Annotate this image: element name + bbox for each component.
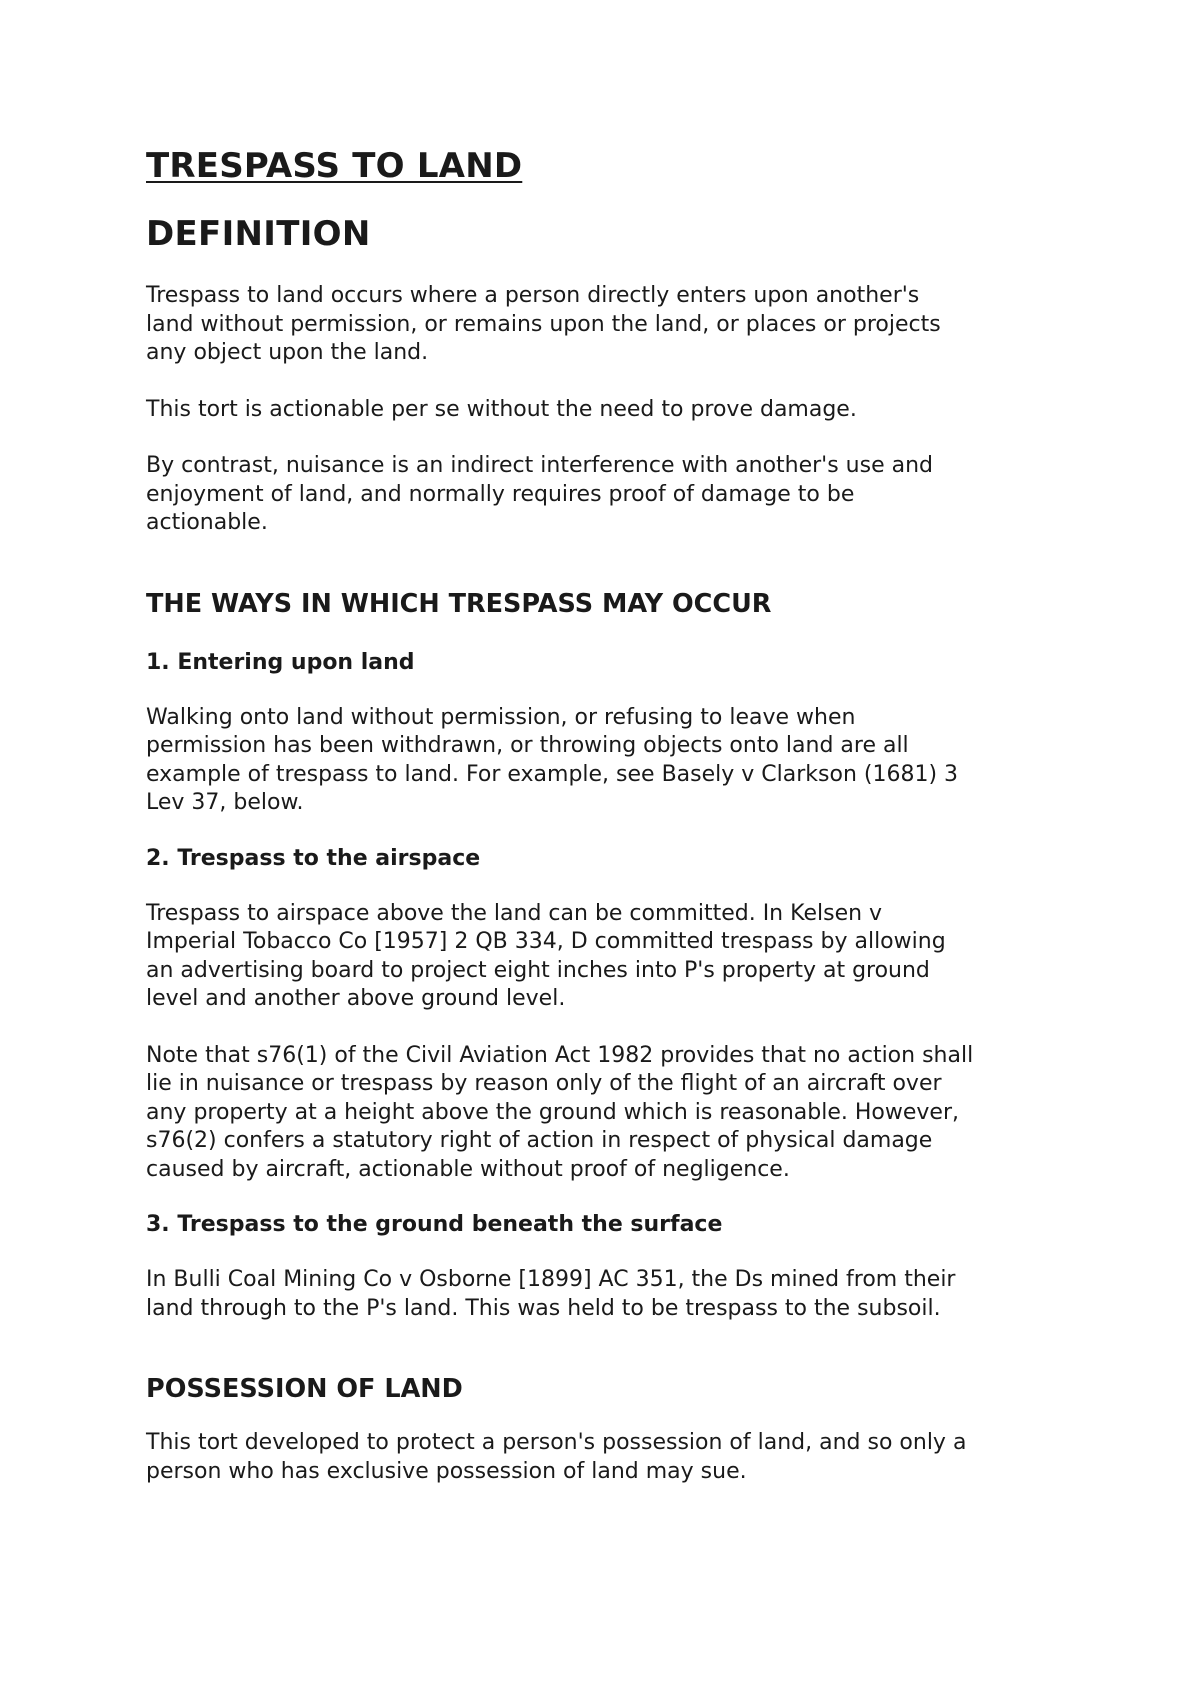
text-line: permission has been withdrawn, or throwing objects onto land are all [146,733,909,758]
text-line: land through to the P's land. This was held to be trespass to the subsoil. [146,1295,941,1321]
text-line: any object upon the land. [146,340,429,365]
text-line: lie in nuisance or trespass by reason only of the flight of an aircraft over [146,1071,942,1096]
subheading-entering-upon-land: 1. Entering upon land [146,649,415,675]
definition-paragraph-3 [146,452,1076,538]
text-line: Trespass to airspace above the land can be committed. In Kelsen v [146,900,883,926]
document-title: TRESPASS TO LAND [146,146,523,186]
text-line: This tort developed to protect a person's possession of land, and so only a [146,1430,967,1455]
airspace-paragraph-1 [146,900,1076,1014]
text-line: Trespass to land occurs where a person directly enters upon another's [146,283,920,308]
text-line: In Bulli Coal Mining Co v Osborne [1899] AC 351, the Ds mined from their [146,1267,956,1292]
text-line: an advertising board to project eight inches into P's property at ground [146,957,930,983]
heading-ways-trespass-may-occur: THE WAYS IN WHICH TRESPASS MAY OCCUR [146,588,772,619]
text-line: Imperial Tobacco Co [1957] 2 QB 334, D committed trespass by allowing [146,929,946,954]
text-line: enjoyment of land, and normally requires proof of damage to be [146,481,855,507]
text-line: actionable. [146,510,268,535]
heading-definition: DEFINITION [146,214,371,254]
text-line: Note that s76(1) of the Civil Aviation Act 1982 provides that no action shall [146,1042,974,1068]
possession-paragraph [146,1429,1076,1486]
text-line: Walking onto land without permission, or refusing to leave when [146,704,856,730]
subheading-trespass-to-airspace: 2. Trespass to the airspace [146,845,481,871]
text-line: caused by aircraft, actionable without proof of negligence. [146,1156,790,1182]
subheading-ground-beneath-surface: 3. Trespass to the ground beneath the surface [146,1212,723,1237]
text-line: This tort is actionable per se without the need to prove damage. [146,396,857,422]
text-line: s76(2) confers a statutory right of action in respect of physical damage [146,1128,933,1153]
text-line: level and another above ground level. [146,986,566,1011]
entering-upon-land-paragraph [146,704,1076,818]
text-line: example of trespass to land. For example, see Basely v Clarkson (1681) 3 [146,761,959,787]
text-line: land without permission, or remains upon the land, or places or projects [146,311,941,337]
document-body [146,140,1076,1486]
heading-possession-of-land: POSSESSION OF LAND [146,1374,463,1404]
definition-paragraph-2 [146,396,1076,425]
text-line: person who has exclusive possession of land may sue. [146,1458,747,1484]
airspace-paragraph-2 [146,1042,1076,1185]
text-line: any property at a height above the ground which is reasonable. However, [146,1099,959,1125]
subsoil-paragraph [146,1266,1076,1323]
text-line: By contrast, nuisance is an indirect interference with another's use and [146,453,934,478]
text-line: Lev 37, below. [146,790,304,815]
definition-paragraph-1 [146,282,1076,368]
